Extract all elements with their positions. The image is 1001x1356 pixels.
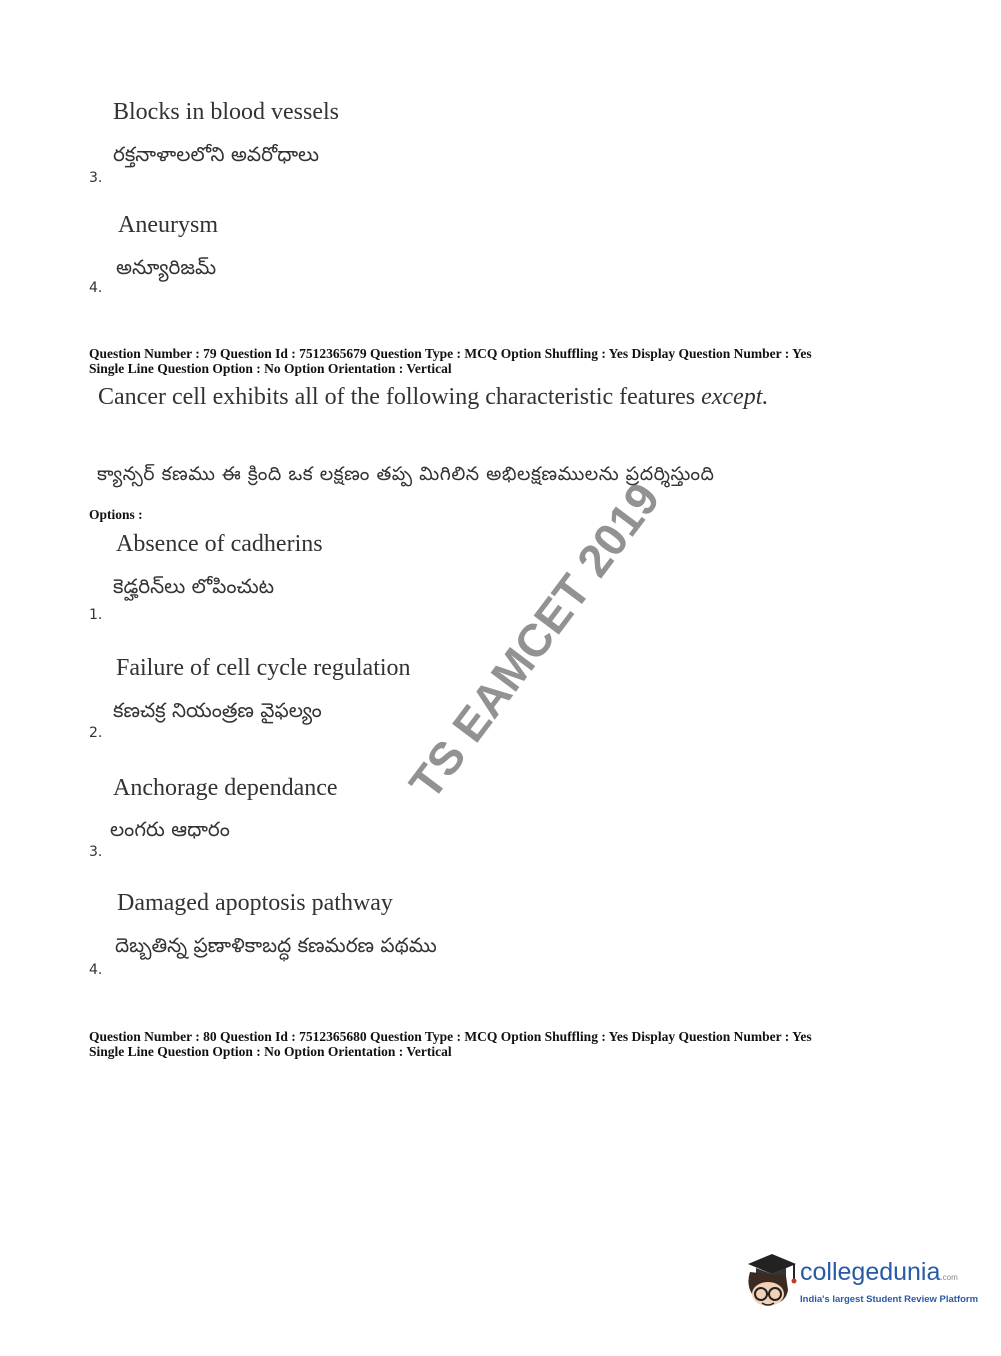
q79-option-1-telugu: కెడ్హరిన్‌లు లోపించుట (113, 574, 275, 598)
question-79-meta-line1: Question Number : 79 Question Id : 7512365679 Question Type : MCQ Option Shuffling : Yes Display Question Number : Yes (89, 346, 812, 361)
option-3-english: Blocks in blood vessels (113, 99, 339, 125)
question-79-text-english (98, 384, 768, 411)
options-label: Options : (89, 507, 143, 522)
q79-option-2-number: 2. (89, 725, 103, 741)
q79-option-2-english: Failure of cell cycle regulation (116, 655, 411, 681)
q79-option-4-number: 4. (89, 962, 103, 978)
q79-option-1-english: Absence of cadherins (116, 531, 323, 557)
q79-option-2-telugu: కణచక్ర నియంత్రణ వైఫల్యం (113, 698, 322, 722)
option-3-number: 3. (89, 170, 103, 186)
logo-name-text: collegedunia (800, 1258, 941, 1286)
option-4-english: Aneurysm (118, 212, 218, 238)
collegedunia-logo (742, 1250, 979, 1316)
option-4-telugu: అన్యూరిజమ్ (116, 255, 217, 279)
logo-name (800, 1258, 958, 1287)
logo-tagline: India's largest Student Review Platform (800, 1294, 979, 1305)
q79-option-1-number: 1. (89, 607, 103, 623)
question-80-meta-line1: Question Number : 80 Question Id : 7512365680 Question Type : MCQ Option Shuffling : Yes Display Question Number : Yes (89, 1029, 812, 1044)
watermark: TS EAMCET 2019 (398, 472, 670, 809)
question-80-meta (89, 1029, 812, 1059)
q79-option-3-number: 3. (89, 844, 103, 860)
mascot-icon (742, 1250, 798, 1312)
question-80-meta-line2: Single Line Question Option : No Option Orientation : Vertical (89, 1044, 452, 1059)
option-3-telugu: రక్తనాళాలలోని అవరోధాలు (113, 142, 320, 166)
logo-suffix: .com (940, 1273, 958, 1282)
option-4-number: 4. (89, 280, 103, 296)
question-79-text-emphasis: except. (701, 384, 769, 410)
q79-option-3-english: Anchorage dependance (113, 775, 338, 801)
question-79-text-telugu: క్యాన్సర్ కణము ఈ క్రింది ఒక లక్షణం తప్ప మిగిలిన అభిలక్షణములను ప్రదర్శిస్తుంది (97, 463, 715, 485)
question-79-meta (89, 346, 812, 376)
question-79-text-main: Cancer cell exhibits all of the following characteristic features (98, 384, 702, 410)
question-79-meta-line2: Single Line Question Option : No Option Orientation : Vertical (89, 361, 452, 376)
q79-option-3-telugu: లంగరు ఆధారం (110, 817, 230, 841)
q79-option-4-telugu: దెబ్బతిన్న ప్రణాళికాబద్ధ కణమరణ పథము (115, 933, 437, 957)
q79-option-4-english: Damaged apoptosis pathway (117, 890, 393, 916)
